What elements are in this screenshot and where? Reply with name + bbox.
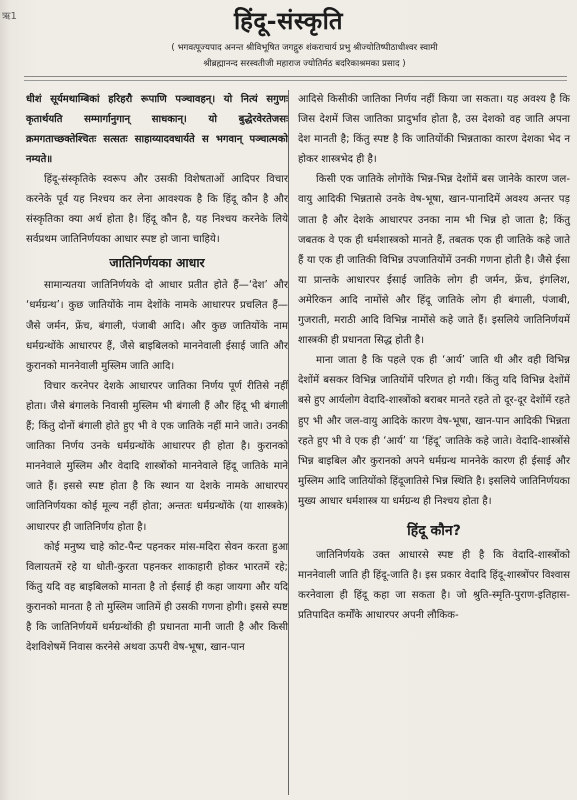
title-rule xyxy=(24,76,567,81)
paragraph: विचार करनेपर देशके आधारपर जातिका निर्णय पूर्ण रीतिसे नहीं होता। जैसे बंगालके निवासी मुस्लिम भी बंगाली हैं और हिंदू भी बंगाली हैं; किंतु दोनों बंगाली होते हुए भी वे एक जातिके नहीं माने जाते। उनकी जातिका निर्णय उनके धर्मग्रन्थोंके आधारपर ही होता है। कुरानको माननेवाले मुस्लिम और वेदादि शास्त्रोंको माननेवाले हिंदू जातिके माने जाते हैं। इससे स्पष्ट होता है कि स्थान या देशके नामके आधारपर जातिनिर्णयका कोई मूल्य नहीं होता; अन्ततः धर्मग्रन्थोंके (या शास्त्रके) आधारपर ही जातिनिर्णय होता है। xyxy=(26,380,288,533)
paragraph: जातिनिर्णयके उक्त आधारसे स्पष्ट ही है कि वेदादि-शास्त्रोंको माननेवाली जाति ही हिंदू-जाति है। इस प्रकार वेदादि हिंदू-शास्त्रोंपर विश्वास करनेवाला ही हिंदू कहा जा सकता है। जो श्रुति-स्मृति-पुराण-इतिहास-प्रतिपादित कर्मोंके आधारपर अपनी लौकिक- xyxy=(298,549,570,622)
section-heading-caste-basis: जातिनिर्णयका आधार xyxy=(109,255,205,271)
paragraph: सामान्यतया जातिनिर्णयके दो आधार प्रतीत होते हैं—‘देश’ और ‘धर्मग्रन्थ’। कुछ जातियोंके नाम देशोंके नामके आधारपर प्रचलित हैं—जैसे जर्मन, फ्रेंच, बंगाली, पंजाबी आदि। और कुछ जातियोंके नाम धर्मग्रन्थोंके आधारपर हैं, जैसे बाइबिलको माननेवाली ईसाई जाति और कुरानको माननेवाली मुस्लिम जाति आदि। xyxy=(26,280,288,372)
paragraph: आदिसे किसीकी जातिका निर्णय नहीं किया जा सकता। यह अवश्य है कि जिस देशमें जिस जातिका प्रादुर्भाव होता है, उस देशको वह जाति अपना देश मानती है; किंतु स्पष्ट है कि जातियोंकी भिन्नताका कारण देशका भेद न होकर शास्त्रभेद ही है। xyxy=(298,94,570,166)
edge-mark: ऋ1 xyxy=(2,11,17,22)
paragraph: माना जाता है कि पहले एक ही ‘आर्य’ जाति थी और वही विभिन्न देशोंमें बसकर विभिन्न जातियोंमें परिणत हो गयी। किंतु यदि विभिन्न देशोंमें बसे हुए आर्यलोग वेदादि-शास्त्रोंको बराबर मानते रहते तो दूर-दूर देशोंमें रहते हुए भी और जल-वायु आदिके कारण वेष-भूषा, खान-पान आदिकी भिन्नता रहते हुए भी वे एक ही ‘आर्य’ या ‘हिंदू’ जातिके कहे जाते। वेदादि-शास्त्रोंसे भिन्न बाइबिल और कुरानको अपने धर्मग्रन्थ माननेके कारण ही ईसाई और मुस्लिम आदि जातियोंको हिंदूजातिसे भिन्न स्थिति है। इसलिये जातिनिर्णयका मुख्य आधार धर्मशास्त्र या धर्मग्रन्थ ही निश्चय होता है। xyxy=(298,355,570,507)
subtitle-line-2: श्रीब्रह्मानन्द सरस्वतीजी महाराज ज्योतिर्मठ बदरिकाश्रमका प्रसाद ) xyxy=(203,59,406,69)
column-divider xyxy=(288,90,289,795)
paragraph: कोई मनुष्य चाहे कोट-पैन्ट पहनकर मांस-मदिरा सेवन करता हुआ विलायतमें रहे या धोती-कुरता पहनकर शाकाहारी होकर भारतमें रहे; किंतु यदि वह बाइबिलको मानता है तो ईसाई ही कहा जायगा और यदि कुरानको मानता है तो मुस्लिम जातिमें ही उसकी गणना होगी। इससे स्पष्ट है कि जातिनिर्णयमें धर्मग्रन्थोंकी ही प्रधानता मानी जाती है और किसी देशविशेषमें निवास करनेसे अथवा ऊपरी वेष-भूषा, खान-पान xyxy=(26,541,288,654)
paragraph: हिंदू-संस्कृतिके स्वरूप और उसकी विशेषताओं आदिपर विचार करनेके पूर्व यह निश्चय कर लेना आवश्यक है कि हिंदू कौन है और संस्कृतिका क्या अर्थ होता है। हिंदू कौन है, यह निश्चय करनेके लिये सर्वप्रथम जातिनिर्णयका आधार स्पष्ट हो जाना चाहिये। xyxy=(26,174,288,246)
subtitle-line-1: ( भगवत्पूज्यपाद अनन्त श्रीविभूषित जगद्गुरु शंकराचार्य प्रभु श्रीज्योतिष्पीठाधीश्वर स्वामी xyxy=(171,43,438,53)
right-column xyxy=(298,90,570,626)
invocation-verse: धीशं सूर्यमथाम्बिकां हरिहरौ रूपाणि पञ्चावहन्। यो नित्यं सगुणः कृतार्थयति सम्मार्गानुगान् साधकान्। यो बुद्धेरवेरतेजसः क्रमगताच्छक्तेश्चितः सत्सतः साहाय्यादवधार्यते स भगवान् पञ्चात्मको नम्यते॥ xyxy=(26,94,288,165)
left-column xyxy=(26,90,288,658)
section-heading-who-is-hindu: हिंदू कौन? xyxy=(407,522,461,539)
paragraph: किसी एक जातिके लोगोंके भिन्न-भिन्न देशोंमें बस जानेके कारण जल-वायु आदिकी भिन्नतासे उनके वेष-भूषा, खान-पानादिमें अवश्य अन्तर पड़ जाता है और देशके आधारपर उनका नाम भी भिन्न हो जाता है; किंतु जबतक वे एक ही धर्मशास्त्रको मानते हैं, तबतक एक ही जातिके कहे जाते हैं या एक ही जातिकी विभिन्न उपजातियोंमें उनकी गणना होती है। जैसे ईसा या प्रान्तके आधारपर ईसाई जातिके लोग ही जर्मन, फ्रेंच, इंगलिश, अमेरिकन आदि नामोंसे और हिंदू जातिके लोग ही बंगाली, पंजाबी, गुजराती, मराठी आदि विभिन्न नामोंसे कहे जाते हैं। इसलिये जातिनिर्णयमें शास्त्रकी ही प्रधानता सिद्ध होती है। xyxy=(298,174,570,347)
page-title: हिंदू-संस्कृति xyxy=(233,6,344,35)
